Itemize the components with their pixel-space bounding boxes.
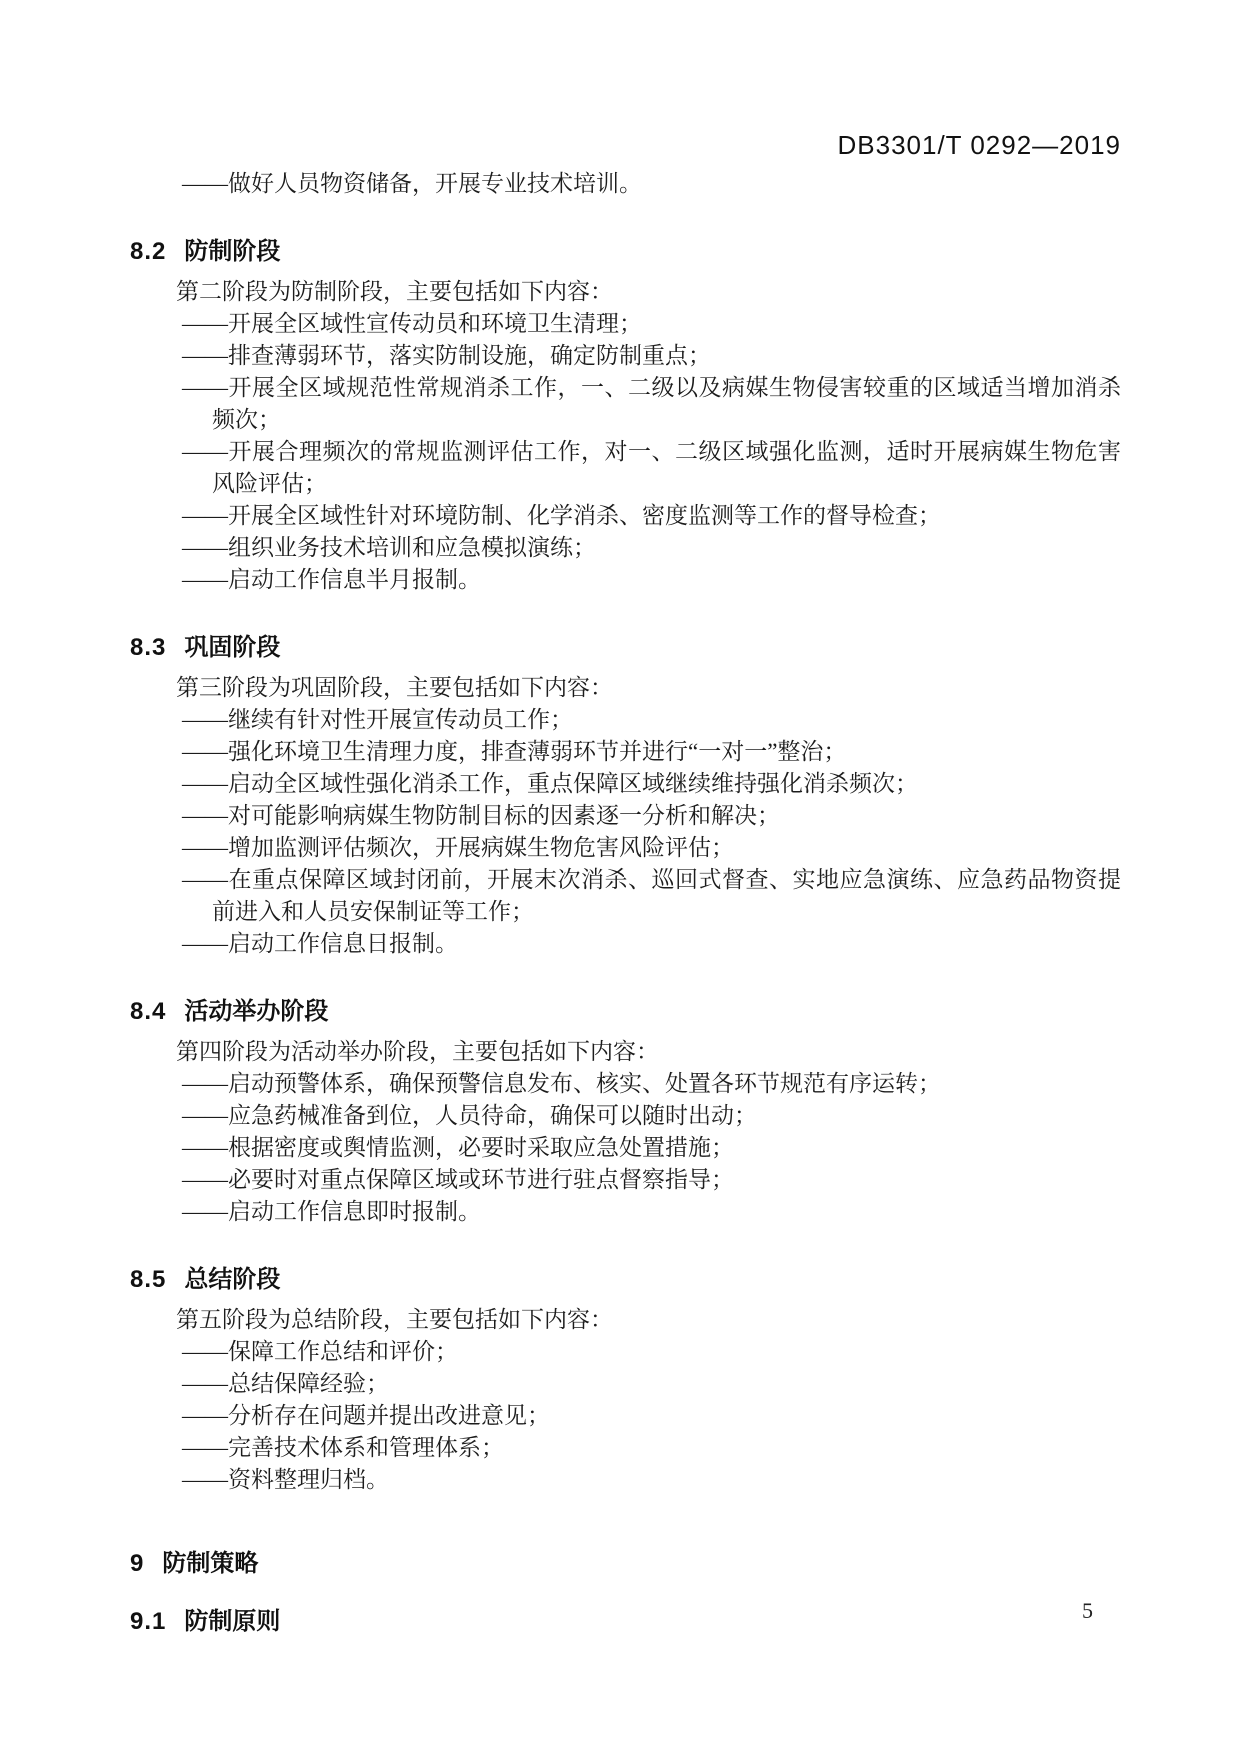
section-heading-8-2 [130,236,1121,268]
list-item: ——启动工作信息日报制。 [182,931,458,956]
list-item: ——资料整理归档。 [182,1467,389,1492]
list-item: ——必要时对重点保障区域或环节进行驻点督察指导； [182,1167,734,1192]
section-number: 8.5 [130,1266,167,1293]
list-item: ——启动全区域性强化消杀工作，重点保障区域继续维持强化消杀频次； [182,771,918,796]
section-number: 9 [130,1550,145,1577]
section-number: 9.1 [130,1608,167,1635]
list-item: ——根据密度或舆情监测，必要时采取应急处置措施； [182,1135,734,1160]
section-title: 巩固阶段 [184,634,281,661]
list-item: ——继续有针对性开展宣传动员工作； [182,707,573,732]
section-heading-9 [130,1548,1121,1580]
list-item: ——增加监测评估频次，开展病媒生物危害风险评估； [182,835,734,860]
section-heading-8-5 [130,1264,1121,1296]
section-lead-paragraph: 第四阶段为活动举办阶段，主要包括如下内容： [176,1039,659,1064]
section-title: 防制策略 [162,1550,259,1577]
list-item: ——分析存在问题并提出改进意见； [182,1403,550,1428]
section-lead-paragraph: 第三阶段为巩固阶段，主要包括如下内容： [176,675,613,700]
section-number: 8.3 [130,634,167,661]
list-item: ——启动工作信息半月报制。 [182,567,481,592]
list-item: ——排查薄弱环节，落实防制设施，确定防制重点； [182,343,711,368]
list-item: ——启动预警体系，确保预警信息发布、核实、处置各环节规范有序运转； [182,1071,941,1096]
section-heading-8-4 [130,996,1121,1028]
list-item: ——开展全区域规范性常规消杀工作，一、二级以及病媒生物侵害较重的区域适当增加消杀频次； [182,375,1121,432]
section-heading-9-1 [130,1606,1121,1638]
list-item: ——完善技术体系和管理体系； [182,1435,504,1460]
section-title: 防制阶段 [184,238,281,265]
section-lead-paragraph: 第二阶段为防制阶段，主要包括如下内容： [176,279,613,304]
section-title: 活动举办阶段 [184,998,329,1025]
list-item: ——开展全区域性针对环境防制、化学消杀、密度监测等工作的督导检查； [182,503,941,528]
list-item: ——开展合理频次的常规监测评估工作，对一、二级区域强化监测，适时开展病媒生物危害风险评估； [182,439,1121,496]
section-number: 8.2 [130,238,167,265]
list-item: ——组织业务技术培训和应急模拟演练； [182,535,596,560]
section-heading-8-3 [130,632,1121,664]
list-item: ——开展全区域性宣传动员和环境卫生清理； [182,311,642,336]
list-item: ——启动工作信息即时报制。 [182,1199,481,1224]
list-item: ——对可能影响病媒生物防制目标的因素逐一分析和解决； [182,803,780,828]
section-number: 8.4 [130,998,167,1025]
section-lead-paragraph: 第五阶段为总结阶段，主要包括如下内容： [176,1307,613,1332]
page-content [130,168,1121,1646]
list-item: ——做好人员物资储备，开展专业技术培训。 [182,171,642,196]
list-item: ——应急药械准备到位，人员待命，确保可以随时出动； [182,1103,757,1128]
list-item: ——在重点保障区域封闭前，开展末次消杀、巡回式督查、实地应急演练、应急药品物资提前进入和人员安保制证等工作； [182,867,1121,924]
page-number: 5 [1082,1598,1093,1623]
list-item: ——保障工作总结和评价； [182,1339,458,1364]
section-title: 防制原则 [184,1608,281,1635]
list-item: ——强化环境卫生清理力度，排查薄弱环节并进行“一对一”整治； [182,739,847,764]
list-item: ——总结保障经验； [182,1371,389,1396]
standard-number-header: DB3301/T 0292—2019 [837,130,1121,160]
section-title: 总结阶段 [184,1266,281,1293]
